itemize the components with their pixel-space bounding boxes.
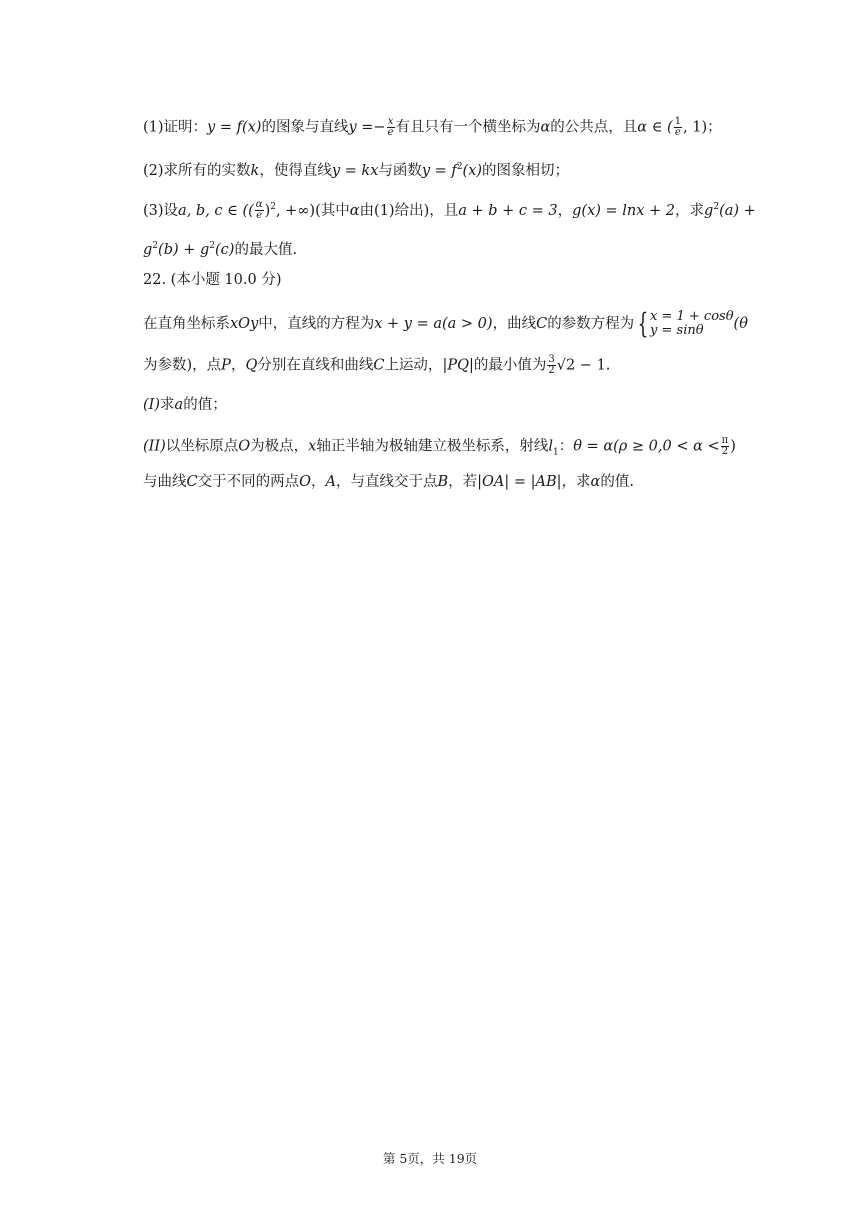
numerator: 1 [674,116,682,127]
denominator: e [387,127,394,138]
math: √2 − 1 [556,357,606,374]
text: ，使得直线 [259,162,332,179]
fraction [547,355,555,376]
text: 在直角坐标系 [143,316,230,332]
math: y = f(x) [207,119,262,136]
superscript: 2 [713,202,720,212]
problem-22-part-2-cont [143,473,634,491]
math: (a) + [719,202,756,219]
math: O [299,474,311,490]
text: ，与直线交于点 [335,474,438,490]
math: g [704,202,714,219]
math: a + b + c = 3 [458,202,558,219]
left-brace: { [637,307,649,340]
problem-22-part-2 [143,436,736,461]
problem-number: 22. (本小题 10.0 分) [143,272,282,288]
parametric-system [650,310,734,338]
text: ，若 [448,474,478,490]
math: α [590,474,601,490]
math: ) [730,438,736,455]
denominator: e [674,127,681,138]
math: y =− [348,119,386,136]
math: P [221,357,231,374]
denominator: e [256,210,263,222]
fraction [721,436,730,457]
text: ， [557,202,573,219]
text: 的图象相切； [482,162,570,179]
math: B [437,474,449,490]
math: C [186,474,198,490]
problem-21-part-3-cont [143,237,297,259]
subscript: 1 [553,447,559,458]
text: , 1)； [683,119,722,136]
numerator: 3 [548,354,555,365]
text: (2)求所有的实数 [143,162,251,179]
math: α [349,202,360,219]
text: 的值. [600,474,634,490]
text: 的值； [183,397,227,413]
text: 分别在直线和曲线 [257,357,374,374]
math: C [536,316,548,332]
text: 的最大值. [234,241,298,258]
math: O [238,438,251,455]
math: , +∞) [275,202,316,219]
problem-21-part-1 [143,117,722,138]
math: α ∈ ( [637,119,673,136]
math: y = f [421,162,457,179]
math: θ = α(ρ ≥ 0,0 < α < [573,438,720,455]
math: a, b, c ∈ (( [178,202,254,219]
text: ， [311,474,326,490]
superscript: 2 [152,241,159,251]
problem-22-part-1 [143,396,227,414]
math: x + y = a(a > 0) [374,316,493,332]
problem-22-statement-cont [143,355,610,376]
text: 求 [160,397,175,413]
text: 以坐标原点 [165,438,239,455]
text: (1)证明： [143,119,208,136]
fraction [674,117,682,138]
math: C [373,357,385,374]
superscript: 2 [209,241,216,251]
text: 中，直线的方程为 [258,316,375,332]
math: A [325,474,336,490]
fraction [387,117,395,138]
math: g(x) = lnx + 2 [572,202,676,219]
text: 有且只有一个横坐标为 [395,119,541,136]
text: 的最小值为 [473,357,547,374]
text: 与函数 [378,162,422,179]
text: ， [230,357,246,374]
text: 的公共点，且 [550,119,638,136]
numerator: π [721,435,729,446]
text: ，求 [675,202,705,219]
text: ： [558,438,574,455]
text: . [605,357,611,374]
math: x [308,438,317,455]
text: 上运动， [384,357,443,374]
math: a [174,397,184,413]
page-footer: 第 5页，共 19页 [382,1151,478,1166]
superscript: 2 [270,202,276,212]
text: 为参数)，点 [143,357,222,374]
math: xOy [230,316,259,332]
math: l [548,438,553,455]
math: |OA| = |AB| [477,474,562,490]
math: k [250,162,260,179]
text: 轴正半轴为极轴建立极坐标系，射线 [316,438,549,455]
problem-22-header [143,271,282,289]
numerator: α [255,199,263,211]
denominator: 2 [721,446,729,457]
text: 的图象与直线 [261,119,349,136]
math: (θ [733,316,748,332]
math: (c) [215,241,235,258]
math: (I) [143,397,161,413]
text: (3)设 [143,202,179,219]
problem-21-part-2 [143,158,569,180]
system-row: x = 1 + cosθ [650,309,734,324]
math: (x) [462,162,483,179]
math: α [540,119,551,136]
text: 由(1)给出)，且 [359,202,459,219]
text: ，曲线 [492,316,537,332]
math: (b) + g [158,241,210,258]
problem-21-part-3 [143,198,756,221]
text: (其中 [315,202,350,219]
text: 与曲线 [143,474,187,490]
math: g [143,241,153,258]
math: |PQ| [442,357,474,374]
math: Q [245,357,258,374]
text: 为极点， [250,438,309,455]
superscript: 2 [456,162,463,172]
text: 的参数方程为 [547,316,635,332]
math: ) [264,202,271,219]
fraction [255,200,264,221]
problem-22-statement [143,307,748,340]
math: y = kx [331,162,379,179]
math: (II) [143,438,166,455]
numerator: x [387,116,394,127]
system-row: y = sinθ [650,323,704,338]
text: ，求 [561,474,591,490]
text: 交于不同的两点 [197,474,300,490]
denominator: 2 [548,365,555,376]
